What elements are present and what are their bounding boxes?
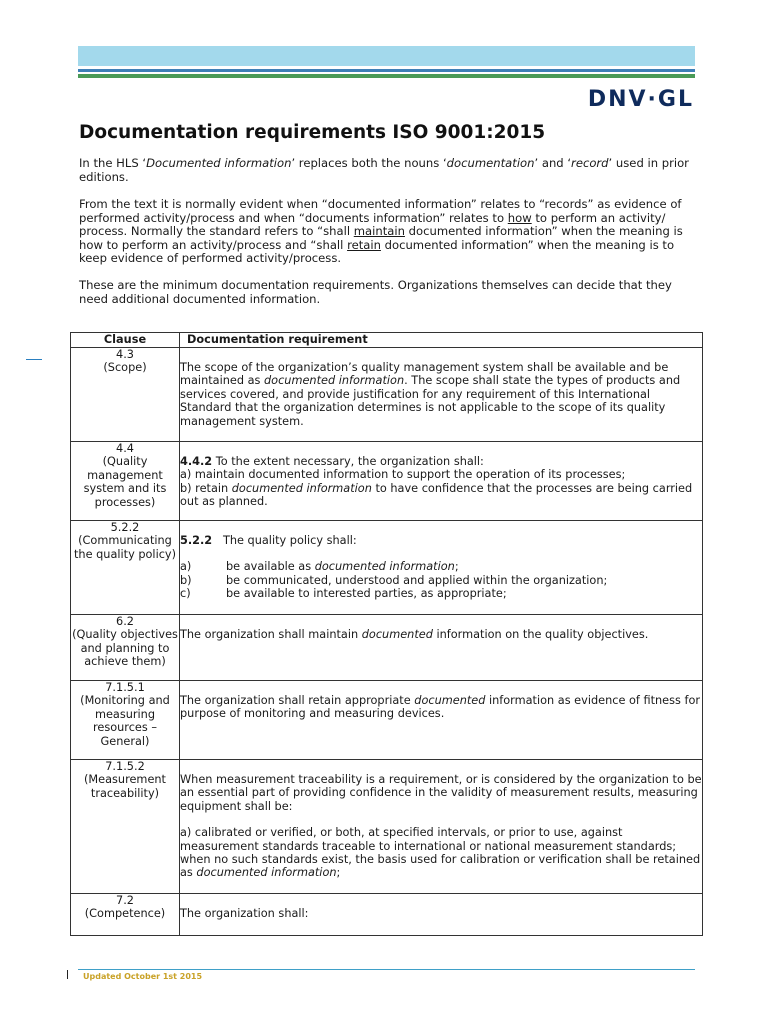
header-band-blue xyxy=(78,69,695,72)
clause-cell: 4.3 (Scope) xyxy=(71,348,180,442)
dnvgl-logo: DNV·GL xyxy=(587,87,694,112)
intro-paragraph-1: In the HLS ‘Documented information’ replaces both the nouns ‘documentation’ and ‘record’ used in prior editions. xyxy=(79,156,689,184)
margin-mark xyxy=(26,359,42,360)
list-item: c) be available to interested parties, as appropriate; xyxy=(180,587,507,601)
requirement-cell: 4.4.2 To the extent necessary, the organization shall: a) maintain documented information to support the operation of its processes; b) retain documented information to have confidence that the processes are being carried out as planned. xyxy=(180,442,703,521)
list-item: a) be available as documented information; xyxy=(180,560,459,574)
footer-updated-date: Updated October 1st 2015 xyxy=(83,972,203,981)
table-row xyxy=(71,442,703,521)
clause-cell: 7.1.5.1 (Monitoring and measuring resources – General) xyxy=(71,681,180,760)
header-band-light xyxy=(78,46,695,66)
table-row xyxy=(71,681,703,760)
clause-header: Clause xyxy=(71,333,180,348)
requirement-header: Documentation requirement xyxy=(180,333,703,348)
requirements-table xyxy=(70,332,703,936)
requirement-cell: The organization shall maintain documented information on the quality objectives. xyxy=(180,615,703,681)
clause-cell: 6.2 (Quality objectives and planning to achieve them) xyxy=(71,615,180,681)
intro-paragraph-3: These are the minimum documentation requirements. Organizations themselves can decide that they need additional documented information. xyxy=(79,278,672,306)
header-band-green xyxy=(78,74,695,78)
clause-cell: 7.2 (Competence) xyxy=(71,894,180,936)
table-row xyxy=(71,760,703,894)
requirement-cell: 5.2.2 The quality policy shall: a) be available as documented information; b) be communicated, understood and applied within the organization; c) be available to interested parties, as appropriate; xyxy=(180,521,703,615)
footer-bar xyxy=(67,970,68,979)
table-row xyxy=(71,894,703,936)
footer-rule xyxy=(78,969,695,970)
requirement-cell: When measurement traceability is a requirement, or is considered by the organization to be an essential part of providing confidence in the validity of measurement results, measuring equipment shall be: a) calibrated or verified, or both, at specified intervals, or prior to use, against measurement standards traceable to international or national measurement standards; when no such standards exist, the basis used for calibration or verification shall be retained as documented information; xyxy=(180,760,703,894)
clause-cell: 7.1.5.2 (Measurement traceability) xyxy=(71,760,180,894)
list-item: b) be communicated, understood and applied within the organization; xyxy=(180,573,608,587)
requirement-cell: The organization shall: xyxy=(180,894,703,936)
table-row xyxy=(71,348,703,442)
table-row xyxy=(71,521,703,615)
requirement-cell: The organization shall retain appropriate documented information as evidence of fitness for purpose of monitoring and measuring devices. xyxy=(180,681,703,760)
page-title: Documentation requirements ISO 9001:2015 xyxy=(79,122,546,143)
clause-cell: 5.2.2 (Communicating the quality policy) xyxy=(71,521,180,615)
table-row xyxy=(71,615,703,681)
clause-cell: 4.4 (Quality management system and its processes) xyxy=(71,442,180,521)
intro-paragraph-2: From the text it is normally evident when “documented information” relates to “records” as evidence of performed activity/process and when “documents information” relates to how to perform an activity/ process. Normally the standard refers to “shall maintain documented information” when the meaning is how to perform an activity/process and “shall retain documented information” when the meaning is to keep evidence of performed activity/process. xyxy=(79,197,683,265)
requirement-cell: The scope of the organization’s quality management system shall be available and be maintained as documented information. The scope shall state the types of products and services covered, and provide justification for any requirement of this International Standard that the organization determines is not applicable to the scope of its quality management system. xyxy=(180,348,703,442)
table-header-row xyxy=(71,333,703,348)
